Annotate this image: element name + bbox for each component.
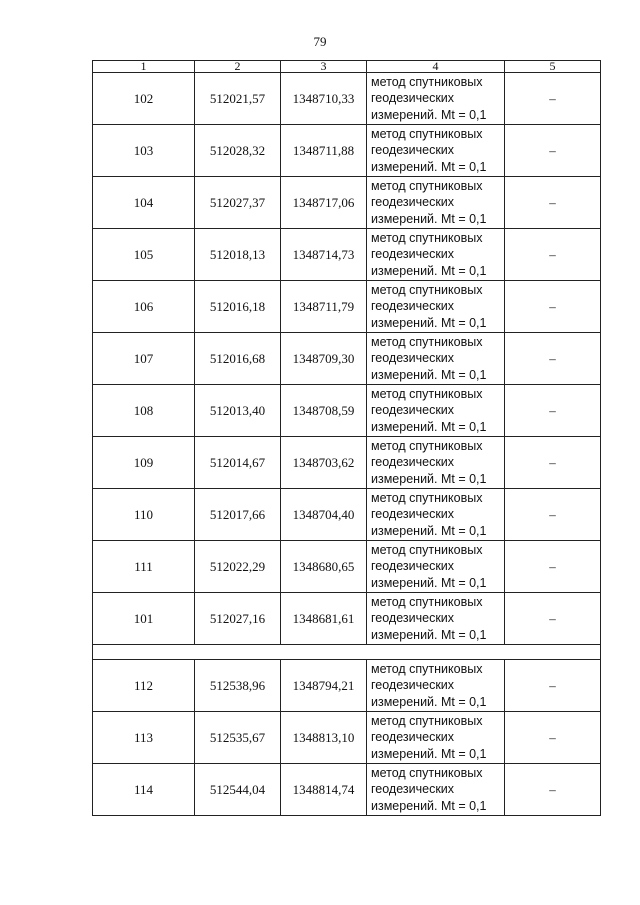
method-text-line: геодезических [371, 782, 455, 797]
method-text-line: геодезических [371, 678, 455, 693]
column-header-2: 2 [195, 61, 281, 73]
table-row [93, 229, 601, 281]
point-number-cell: 110 [93, 489, 195, 541]
column5-cell: – [505, 333, 601, 385]
point-number-cell: 109 [93, 437, 195, 489]
point-number-cell: 112 [93, 660, 195, 712]
method-text-line: метод спутниковых [371, 230, 483, 245]
column5-cell: – [505, 593, 601, 645]
method-text-line: геодезических [371, 559, 455, 574]
y-coordinate-cell: 1348709,30 [281, 333, 367, 385]
method-text-line: геодезических [371, 730, 455, 745]
method-text-line: геодезических [371, 247, 455, 262]
method-text-line: метод спутниковых [371, 334, 483, 349]
method-text-line: измерений. Mt = 0,1 [371, 694, 487, 709]
table-row [93, 125, 601, 177]
method-text-line: метод спутниковых [371, 765, 483, 780]
table-row [93, 281, 601, 333]
point-number-cell: 114 [93, 764, 195, 816]
method-cell [367, 764, 505, 816]
table-row [93, 660, 601, 712]
table-row [93, 73, 601, 125]
y-coordinate-cell: 1348711,88 [281, 125, 367, 177]
method-text-line: метод спутниковых [371, 282, 483, 297]
column5-cell: – [505, 73, 601, 125]
method-cell [367, 177, 505, 229]
column5-cell: – [505, 177, 601, 229]
x-coordinate-cell: 512016,68 [195, 333, 281, 385]
method-text-line: геодезических [371, 91, 455, 106]
table-row [93, 333, 601, 385]
y-coordinate-cell: 1348704,40 [281, 489, 367, 541]
table-row [93, 541, 601, 593]
method-text-line: метод спутниковых [371, 126, 483, 141]
method-cell [367, 281, 505, 333]
y-coordinate-cell: 1348813,10 [281, 712, 367, 764]
x-coordinate-cell: 512535,67 [195, 712, 281, 764]
table-row [93, 177, 601, 229]
method-cell [367, 593, 505, 645]
method-cell [367, 437, 505, 489]
y-coordinate-cell: 1348814,74 [281, 764, 367, 816]
y-coordinate-cell: 1348714,73 [281, 229, 367, 281]
point-number-cell: 107 [93, 333, 195, 385]
column-header-3: 3 [281, 61, 367, 73]
method-text-line: геодезических [371, 195, 455, 210]
table-row [93, 593, 601, 645]
table-row [93, 489, 601, 541]
table-row [93, 712, 601, 764]
column-header-1: 1 [93, 61, 195, 73]
method-text-line: метод спутниковых [371, 542, 483, 557]
method-cell [367, 541, 505, 593]
separator-cell [93, 645, 601, 660]
coordinates-table [92, 60, 601, 816]
method-text-line: измерений. Mt = 0,1 [371, 471, 487, 486]
x-coordinate-cell: 512027,37 [195, 177, 281, 229]
point-number-cell: 104 [93, 177, 195, 229]
method-text-line: метод спутниковых [371, 74, 483, 89]
method-text-line: измерений. Mt = 0,1 [371, 798, 487, 813]
method-cell [367, 385, 505, 437]
y-coordinate-cell: 1348703,62 [281, 437, 367, 489]
column5-cell: – [505, 229, 601, 281]
column5-cell: – [505, 281, 601, 333]
method-text-line: измерений. Mt = 0,1 [371, 263, 487, 278]
page-number: 79 [313, 34, 327, 49]
method-text-line: метод спутниковых [371, 713, 483, 728]
x-coordinate-cell: 512027,16 [195, 593, 281, 645]
y-coordinate-cell: 1348708,59 [281, 385, 367, 437]
column5-cell: – [505, 660, 601, 712]
separator-row [93, 645, 601, 660]
point-number-cell: 101 [93, 593, 195, 645]
method-text-line: измерений. Mt = 0,1 [371, 159, 487, 174]
method-text-line: измерений. Mt = 0,1 [371, 211, 487, 226]
column5-cell: – [505, 541, 601, 593]
x-coordinate-cell: 512013,40 [195, 385, 281, 437]
method-text-line: геодезических [371, 507, 455, 522]
table-row [93, 764, 601, 816]
y-coordinate-cell: 1348717,06 [281, 177, 367, 229]
method-text-line: геодезических [371, 455, 455, 470]
method-text-line: метод спутниковых [371, 661, 483, 676]
table-row [93, 385, 601, 437]
y-coordinate-cell: 1348681,61 [281, 593, 367, 645]
x-coordinate-cell: 512022,29 [195, 541, 281, 593]
header-row [93, 61, 601, 73]
column5-cell: – [505, 764, 601, 816]
method-text-line: геодезических [371, 403, 455, 418]
method-cell [367, 229, 505, 281]
method-text-line: метод спутниковых [371, 490, 483, 505]
point-number-cell: 111 [93, 541, 195, 593]
method-text-line: измерений. Mt = 0,1 [371, 107, 487, 122]
method-text-line: измерений. Mt = 0,1 [371, 746, 487, 761]
point-number-cell: 113 [93, 712, 195, 764]
method-text-line: измерений. Mt = 0,1 [371, 419, 487, 434]
column-header-4: 4 [367, 61, 505, 73]
x-coordinate-cell: 512538,96 [195, 660, 281, 712]
method-cell [367, 125, 505, 177]
column5-cell: – [505, 489, 601, 541]
method-text-line: метод спутниковых [371, 178, 483, 193]
method-text-line: геодезических [371, 611, 455, 626]
y-coordinate-cell: 1348711,79 [281, 281, 367, 333]
column5-cell: – [505, 125, 601, 177]
column5-cell: – [505, 437, 601, 489]
x-coordinate-cell: 512016,18 [195, 281, 281, 333]
column5-cell: – [505, 385, 601, 437]
column-header-5: 5 [505, 61, 601, 73]
point-number-cell: 105 [93, 229, 195, 281]
method-text-line: измерений. Mt = 0,1 [371, 315, 487, 330]
x-coordinate-cell: 512014,67 [195, 437, 281, 489]
table-row [93, 437, 601, 489]
column5-cell: – [505, 712, 601, 764]
x-coordinate-cell: 512017,66 [195, 489, 281, 541]
method-text-line: геодезических [371, 351, 455, 366]
method-text-line: измерений. Mt = 0,1 [371, 367, 487, 382]
method-cell [367, 333, 505, 385]
x-coordinate-cell: 512018,13 [195, 229, 281, 281]
point-number-cell: 102 [93, 73, 195, 125]
method-text-line: метод спутниковых [371, 438, 483, 453]
method-text-line: измерений. Mt = 0,1 [371, 575, 487, 590]
x-coordinate-cell: 512021,57 [195, 73, 281, 125]
method-text-line: геодезических [371, 143, 455, 158]
point-number-cell: 106 [93, 281, 195, 333]
method-cell [367, 660, 505, 712]
point-number-cell: 108 [93, 385, 195, 437]
x-coordinate-cell: 512028,32 [195, 125, 281, 177]
y-coordinate-cell: 1348710,33 [281, 73, 367, 125]
point-number-cell: 103 [93, 125, 195, 177]
method-text-line: измерений. Mt = 0,1 [371, 627, 487, 642]
y-coordinate-cell: 1348794,21 [281, 660, 367, 712]
method-text-line: метод спутниковых [371, 386, 483, 401]
x-coordinate-cell: 512544,04 [195, 764, 281, 816]
method-cell [367, 712, 505, 764]
y-coordinate-cell: 1348680,65 [281, 541, 367, 593]
method-cell [367, 489, 505, 541]
method-text-line: измерений. Mt = 0,1 [371, 523, 487, 538]
method-text-line: геодезических [371, 299, 455, 314]
method-cell [367, 73, 505, 125]
method-text-line: метод спутниковых [371, 594, 483, 609]
